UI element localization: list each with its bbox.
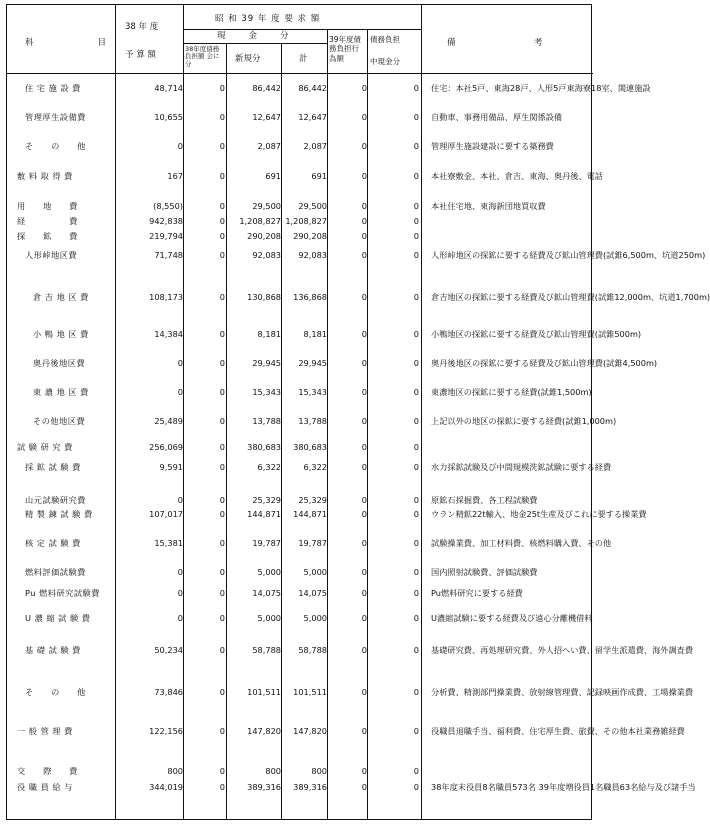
row-prev-budget: 9,591 <box>159 462 183 472</box>
row-item-label: 住 宅 施 設 費 <box>25 83 81 93</box>
header-last-year-debt: 38年度債務負担額 会に分 <box>185 45 220 68</box>
row-total: 5,000 <box>303 613 327 623</box>
row-item-label: 基 礎 試 験 費 <box>25 645 81 655</box>
row-new-amount: 2,087 <box>257 141 281 151</box>
row-new-amount: 380,683 <box>247 442 281 452</box>
row-debt-act: 0 <box>361 782 367 792</box>
row-last-year-debt: 0 <box>219 462 225 472</box>
row-prev-budget: 122,156 <box>149 726 183 736</box>
row-debt-cash: 0 <box>413 171 419 181</box>
row-remarks: ウラン精鉱22t輸入、地金25t生産及びこれに要する操業費 <box>431 509 647 519</box>
row-last-year-debt: 0 <box>219 782 225 792</box>
row-last-year-debt: 0 <box>219 292 225 302</box>
row-item-label: 小 鴨 地 区 費 <box>33 329 89 339</box>
row-item-label: 交 際 費 <box>17 766 78 776</box>
row-debt-act: 0 <box>361 766 367 776</box>
row-item-label: 核 定 試 験 費 <box>25 538 81 548</box>
row-total: 92,083 <box>298 250 327 260</box>
row-new-amount: 6,322 <box>257 462 281 472</box>
row-debt-act: 0 <box>361 171 367 181</box>
col-divider <box>421 5 422 819</box>
row-last-year-debt: 0 <box>219 416 225 426</box>
row-total: 14,075 <box>298 588 327 598</box>
row-debt-cash: 0 <box>413 112 419 122</box>
row-prev-budget: 0 <box>177 495 183 505</box>
row-debt-act: 0 <box>361 250 367 260</box>
row-remarks: U濃縮試験に要する経費及び遠心分離機借料 <box>431 613 593 623</box>
row-remarks: 住宅：本社5戸、東海28戸、人形5戸東海寮18室、関連施設 <box>431 83 651 93</box>
row-total: 86,442 <box>298 83 327 93</box>
row-last-year-debt: 0 <box>219 250 225 260</box>
row-debt-act: 0 <box>361 613 367 623</box>
row-total: 13,788 <box>298 416 327 426</box>
col-divider <box>183 5 184 819</box>
row-new-amount: 92,083 <box>252 250 281 260</box>
row-debt-cash: 0 <box>413 645 419 655</box>
header-subject: 科 目 <box>25 38 113 48</box>
row-prev-budget: 0 <box>177 358 183 368</box>
row-debt-cash: 0 <box>413 216 419 226</box>
row-total: 136,868 <box>293 292 327 302</box>
row-prev-budget: 942,838 <box>149 216 183 226</box>
row-prev-budget: 25,489 <box>154 416 183 426</box>
row-prev-budget: 107,017 <box>149 509 183 519</box>
row-prev-budget: 219,794 <box>149 231 183 241</box>
row-remarks: 38年度末役員8名職員573名 39年度増役員1名職員63名給与及び諸手当 <box>431 782 696 792</box>
row-debt-cash: 0 <box>413 442 419 452</box>
row-new-amount: 29,945 <box>252 358 281 368</box>
row-remarks: 東濃地区の探鉱に要する経費(試錐1,500m) <box>431 387 592 397</box>
row-debt-cash: 0 <box>413 231 419 241</box>
row-new-amount: 5,000 <box>257 613 281 623</box>
row-debt-act: 0 <box>361 726 367 736</box>
row-debt-act: 0 <box>361 588 367 598</box>
row-remarks: Pu燃料研究に要する経費 <box>431 588 523 598</box>
row-total: 8,181 <box>303 329 327 339</box>
row-debt-act: 0 <box>361 687 367 697</box>
row-remarks: 倉吉地区の探鉱に要する経費及び鉱山管理費(試錐12,000m、坑道1,700m) <box>431 292 710 302</box>
header-line <box>183 29 421 30</box>
row-remarks: 自動車、事務用備品、厚生関係設備 <box>431 112 563 122</box>
row-debt-cash: 0 <box>413 613 419 623</box>
row-total: 147,820 <box>293 726 327 736</box>
row-remarks: 奥丹後地区の探鉱に要する経費及び鉱山管理費(試錐4,500m) <box>431 358 658 368</box>
row-new-amount: 101,511 <box>247 687 281 697</box>
row-prev-budget: 73,846 <box>154 687 183 697</box>
row-prev-budget: 344,019 <box>149 782 183 792</box>
row-item-label: 倉 吉 地 区 費 <box>33 292 89 302</box>
header-debt-act: 39年度債務負担行為額 <box>329 35 362 63</box>
row-remarks: 役職員退職手当、福利費、住宅厚生費、旅費、その他本社業務雑経費 <box>431 726 685 736</box>
row-remarks: 水力採鉱試験及び中間規模洗鉱試験に要する経費 <box>431 462 612 472</box>
row-last-year-debt: 0 <box>219 171 225 181</box>
row-debt-cash: 0 <box>413 387 419 397</box>
row-last-year-debt: 0 <box>219 588 225 598</box>
row-item-label: そ の 他 <box>25 687 86 697</box>
row-item-label: 燃料評価試験費 <box>25 567 86 577</box>
row-prev-budget: 14,384 <box>154 329 183 339</box>
row-item-label: 管理厚生設備費 <box>25 112 86 122</box>
row-debt-cash: 0 <box>413 687 419 697</box>
header-cash-portion: 現 金 分 <box>217 31 291 41</box>
row-total: 290,208 <box>293 231 327 241</box>
row-last-year-debt: 0 <box>219 201 225 211</box>
row-item-label: 探 鉱 費 <box>17 231 78 241</box>
row-total: 6,322 <box>303 462 327 472</box>
row-last-year-debt: 0 <box>219 726 225 736</box>
row-new-amount: 691 <box>265 171 281 181</box>
header-request-title: 昭 和 39 年 度 要 求 額 <box>215 14 321 24</box>
row-total: 691 <box>311 171 327 181</box>
row-debt-cash: 0 <box>413 567 419 577</box>
row-item-label: 経 費 <box>17 216 78 226</box>
header-prev-budget: 予 算 額 <box>125 50 156 60</box>
row-remarks: 小鴨地区の探鉱に要する経費及び鉱山管理費(試錐500m) <box>431 329 642 339</box>
row-last-year-debt: 0 <box>219 567 225 577</box>
row-last-year-debt: 0 <box>219 509 225 519</box>
budget-table <box>6 4 710 820</box>
row-new-amount: 144,871 <box>247 509 281 519</box>
row-total: 1,208,827 <box>285 216 327 226</box>
header-remarks: 備 考 <box>447 38 549 48</box>
row-total: 5,000 <box>303 567 327 577</box>
row-remarks: 原鉱石採掘費、各工程試験費 <box>431 495 538 505</box>
row-total: 380,683 <box>293 442 327 452</box>
row-debt-cash: 0 <box>413 462 419 472</box>
row-debt-act: 0 <box>361 141 367 151</box>
row-debt-act: 0 <box>361 216 367 226</box>
row-prev-budget: 48,714 <box>154 83 183 93</box>
row-item-label: 採 鉱 試 験 費 <box>25 462 81 472</box>
row-item-label: 敷 料 取 得 費 <box>17 171 73 181</box>
header-new: 新規分 <box>235 54 261 64</box>
header-debt-other-cash: 中現金分 <box>370 57 400 66</box>
row-last-year-debt: 0 <box>219 387 225 397</box>
row-debt-cash: 0 <box>413 358 419 368</box>
row-item-label: 用 地 費 <box>17 201 78 211</box>
row-prev-budget: 800 <box>167 766 183 776</box>
row-remarks: 管理厚生施設建設に要する築務費 <box>431 141 554 151</box>
row-debt-cash: 0 <box>413 416 419 426</box>
row-debt-cash: 0 <box>413 766 419 776</box>
header-bottom-line <box>7 73 593 74</box>
row-last-year-debt: 0 <box>219 538 225 548</box>
row-item-label: 試 験 研 究 費 <box>17 442 73 452</box>
row-new-amount: 58,788 <box>252 645 281 655</box>
row-remarks: 国内照射試験費、評価試験費 <box>431 567 538 577</box>
row-last-year-debt: 0 <box>219 83 225 93</box>
col-divider <box>226 43 227 819</box>
row-item-label: 東 濃 地 区 費 <box>33 387 89 397</box>
row-item-label: その他地区費 <box>33 416 86 426</box>
row-last-year-debt: 0 <box>219 495 225 505</box>
row-total: 29,500 <box>298 201 327 211</box>
col-divider <box>115 5 116 819</box>
row-item-label: U 濃 縮 試 験 費 <box>25 613 91 623</box>
row-item-label: Pu 燃料研究試験費 <box>25 588 100 598</box>
row-new-amount: 5,000 <box>257 567 281 577</box>
row-item-label: 奥丹後地区費 <box>33 358 86 368</box>
row-debt-act: 0 <box>361 567 367 577</box>
row-total: 144,871 <box>293 509 327 519</box>
row-debt-act: 0 <box>361 462 367 472</box>
row-last-year-debt: 0 <box>219 231 225 241</box>
header-total: 計 <box>299 54 308 64</box>
row-debt-act: 0 <box>361 231 367 241</box>
row-new-amount: 130,868 <box>247 292 281 302</box>
row-debt-act: 0 <box>361 112 367 122</box>
row-prev-budget: 0 <box>177 588 183 598</box>
row-prev-budget: 10,655 <box>154 112 183 122</box>
row-debt-act: 0 <box>361 538 367 548</box>
row-item-label: 山元試験研究費 <box>25 495 86 505</box>
row-last-year-debt: 0 <box>219 216 225 226</box>
row-debt-cash: 0 <box>413 495 419 505</box>
row-remarks: 本社寮敷金、本社、倉吉、東海、奥丹後、電話 <box>431 171 603 181</box>
row-debt-act: 0 <box>361 292 367 302</box>
row-remarks: 基礎研究費、再処理研究費、外人招へい費、留学生派遣費、海外調査費 <box>431 645 694 655</box>
row-debt-act: 0 <box>361 416 367 426</box>
header-debt-other: 債務負担 <box>370 35 400 44</box>
row-debt-act: 0 <box>361 83 367 93</box>
row-debt-act: 0 <box>361 495 367 505</box>
row-new-amount: 8,181 <box>257 329 281 339</box>
row-last-year-debt: 0 <box>219 329 225 339</box>
row-debt-cash: 0 <box>413 83 419 93</box>
col-divider <box>281 43 282 819</box>
row-debt-act: 0 <box>361 645 367 655</box>
row-remarks: 人形峠地区の探鉱に要する経費及び鉱山管理費(試錐6,500m、坑道250m) <box>431 250 706 260</box>
row-last-year-debt: 0 <box>219 613 225 623</box>
row-prev-budget: 0 <box>177 387 183 397</box>
row-debt-act: 0 <box>361 387 367 397</box>
row-total: 800 <box>311 766 327 776</box>
row-prev-budget: 108,173 <box>149 292 183 302</box>
header-line <box>183 43 327 44</box>
row-prev-budget: 50,234 <box>154 645 183 655</box>
row-total: 12,647 <box>298 112 327 122</box>
row-total: 389,316 <box>293 782 327 792</box>
row-debt-cash: 0 <box>413 329 419 339</box>
row-new-amount: 86,442 <box>252 83 281 93</box>
row-debt-cash: 0 <box>413 588 419 598</box>
row-debt-act: 0 <box>361 358 367 368</box>
row-prev-budget: 15,381 <box>154 538 183 548</box>
row-last-year-debt: 0 <box>219 358 225 368</box>
row-debt-cash: 0 <box>413 509 419 519</box>
row-item-label: 一 般 管 理 費 <box>17 726 73 736</box>
row-debt-act: 0 <box>361 201 367 211</box>
row-new-amount: 12,647 <box>252 112 281 122</box>
row-total: 29,945 <box>298 358 327 368</box>
row-new-amount: 13,788 <box>252 416 281 426</box>
row-item-label: 人形峠地区費 <box>25 250 78 260</box>
row-total: 58,788 <box>298 645 327 655</box>
row-debt-cash: 0 <box>413 726 419 736</box>
row-new-amount: 1,208,827 <box>239 216 281 226</box>
row-new-amount: 15,343 <box>252 387 281 397</box>
row-new-amount: 14,075 <box>252 588 281 598</box>
row-debt-act: 0 <box>361 442 367 452</box>
row-new-amount: 29,500 <box>252 201 281 211</box>
row-remarks: 試験操業費、加工材料費、核燃料購入費、その他 <box>431 538 612 548</box>
row-new-amount: 147,820 <box>247 726 281 736</box>
row-total: 101,511 <box>293 687 327 697</box>
row-debt-cash: 0 <box>413 141 419 151</box>
row-last-year-debt: 0 <box>219 442 225 452</box>
row-debt-cash: 0 <box>413 538 419 548</box>
row-remarks: 分析費、精測部門操業費、放射線管理費、記録映画作成費、工場操業費 <box>431 687 694 697</box>
row-new-amount: 19,787 <box>252 538 281 548</box>
row-prev-budget: 256,069 <box>149 442 183 452</box>
row-debt-cash: 0 <box>413 782 419 792</box>
row-new-amount: 800 <box>265 766 281 776</box>
row-new-amount: 25,329 <box>252 495 281 505</box>
row-prev-budget: 0 <box>177 141 183 151</box>
row-remarks: 上記以外の地区の探鉱に要する経費(試錐1,000m) <box>431 416 617 426</box>
row-prev-budget: 167 <box>167 171 183 181</box>
row-debt-act: 0 <box>361 509 367 519</box>
row-debt-act: 0 <box>361 329 367 339</box>
row-debt-cash: 0 <box>413 292 419 302</box>
row-last-year-debt: 0 <box>219 645 225 655</box>
row-total: 19,787 <box>298 538 327 548</box>
row-last-year-debt: 0 <box>219 766 225 776</box>
row-new-amount: 290,208 <box>247 231 281 241</box>
row-new-amount: 389,316 <box>247 782 281 792</box>
row-last-year-debt: 0 <box>219 112 225 122</box>
row-remarks: 本社住宅地、東海新団地買収費 <box>431 201 546 211</box>
row-last-year-debt: 0 <box>219 687 225 697</box>
row-prev-budget: (8,550) <box>153 201 183 211</box>
row-total: 15,343 <box>298 387 327 397</box>
row-item-label: そ の 他 <box>25 141 86 151</box>
row-prev-budget: 0 <box>177 567 183 577</box>
row-prev-budget: 0 <box>177 613 183 623</box>
row-last-year-debt: 0 <box>219 141 225 151</box>
row-debt-cash: 0 <box>413 250 419 260</box>
row-debt-cash: 0 <box>413 201 419 211</box>
row-item-label: 役 職 員 給 与 <box>17 782 73 792</box>
header-prev-year: 38 年 度 <box>125 22 159 32</box>
row-total: 2,087 <box>303 141 327 151</box>
row-prev-budget: 71,748 <box>154 250 183 260</box>
row-item-label: 精 製 錬 試 験 費 <box>25 509 93 519</box>
row-total: 25,329 <box>298 495 327 505</box>
